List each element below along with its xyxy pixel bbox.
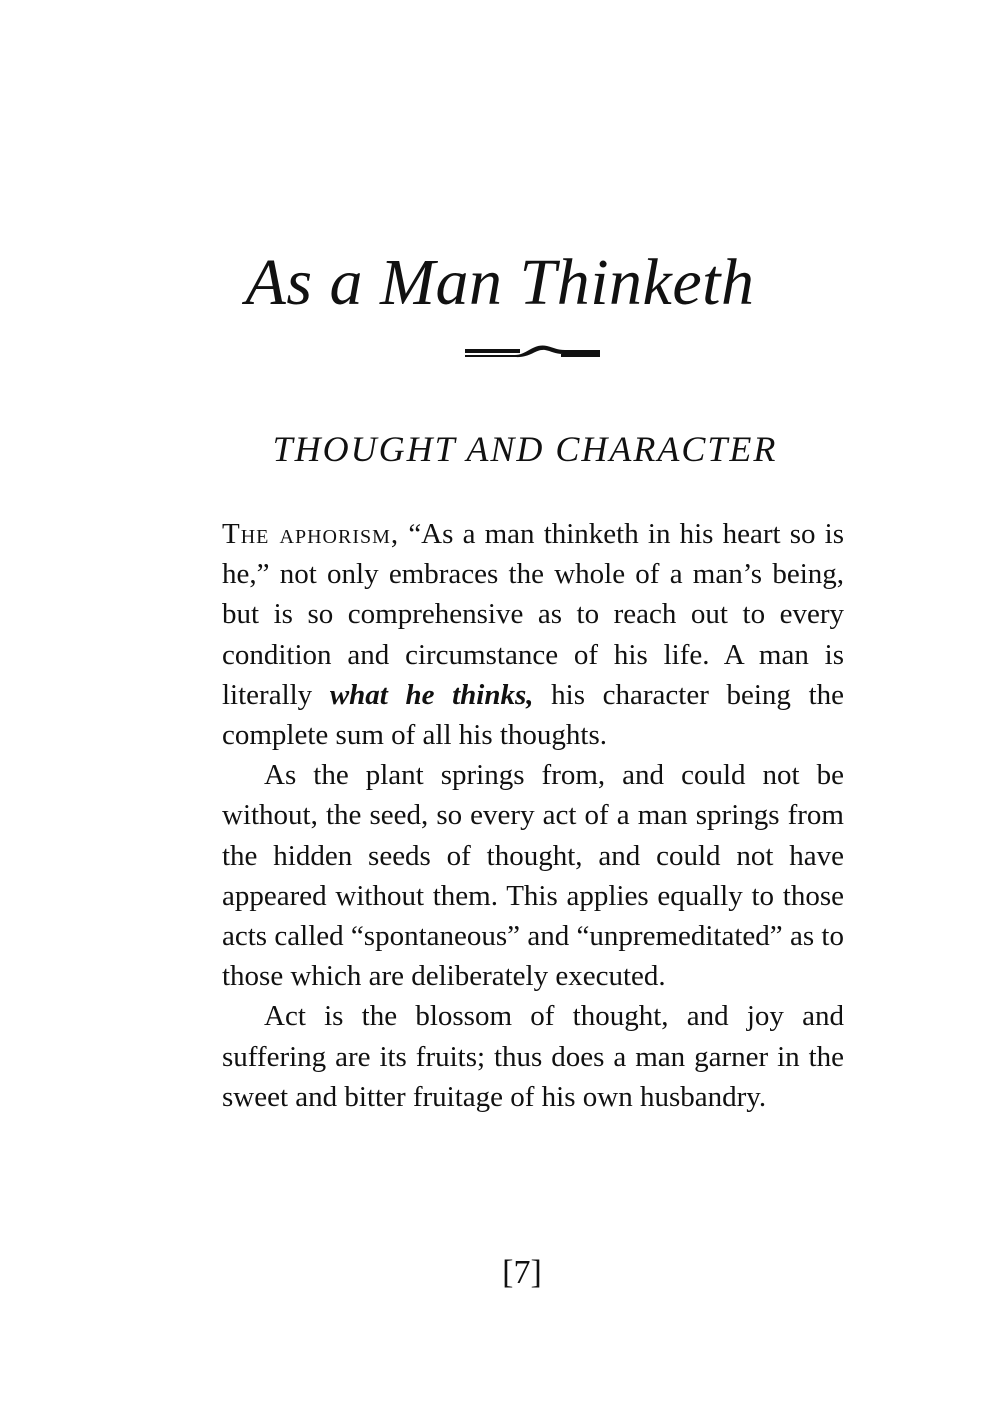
book-title: As a Man Thinketh <box>245 246 755 319</box>
paragraph-2: As the plant springs from, and could not be without, the seed, so every act of a man springs from the hidden seeds of thought, and could not have appeared without them. This applies equally to those acts called “spontaneous” and “unpremeditated” as to those which are deliberately executed. <box>222 759 844 993</box>
paragraph-1 <box>222 514 844 755</box>
paragraph-3: Act is the blossom of thought, and joy and suffering are its fruits; thus does a man garner in the sweet and bitter fruitage of his own husbandry. <box>222 1000 844 1113</box>
chapter-title: THOUGHT AND CHARACTER <box>272 429 778 469</box>
body-text <box>222 514 844 1117</box>
paragraph-1-text-a: “As a man thinketh in his heart so is he,” not only embraces the whole of a man’s being, but is so comprehensive as to reach out to every condition and circumstance of his life. A man is literally <box>222 518 845 711</box>
lead-in: The aphorism, <box>222 518 400 550</box>
flourish-rule-icon <box>465 338 600 362</box>
page-number: [7] <box>502 1254 542 1291</box>
emphasis-text: what he thinks, <box>329 678 534 711</box>
paragraph-1-text-b: his character being the complete sum of all his thoughts. <box>222 678 844 752</box>
